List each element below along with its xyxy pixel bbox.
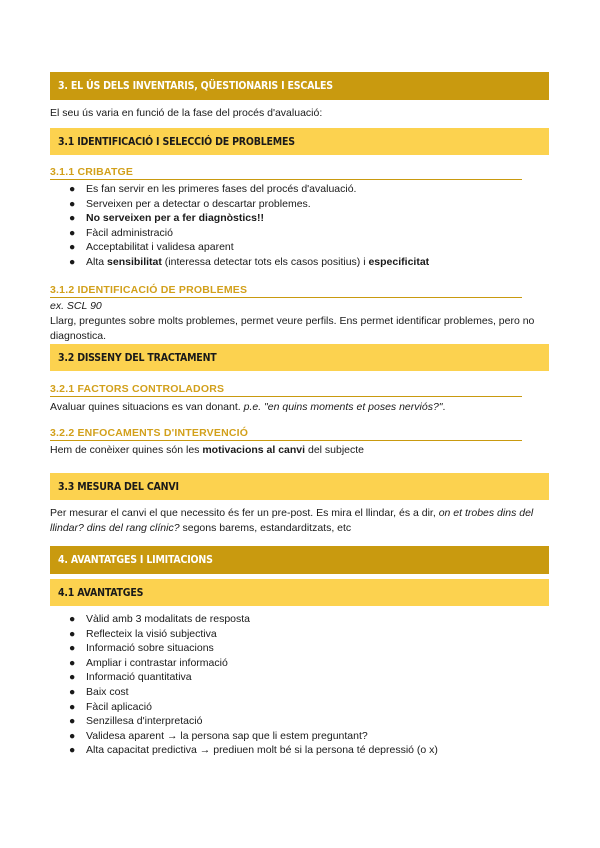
bullet-icon: ● [69,715,76,728]
subsection-3-1-2-title: 3.1.2 IDENTIFICACIÓ DE PROBLEMES [50,284,248,296]
subsection-3-2-2-title: 3.2.2 ENFOCAMENTS D'INTERVENCIÓ [50,427,249,439]
list-item: ● Ampliar i contrastar informació [69,656,228,669]
section-3-1-header [50,128,549,155]
list-item: ● Senzillesa d'interpretació [69,715,203,728]
subsection-3-2-2-heading [50,427,522,441]
bullet-icon: ● [69,613,76,625]
avaluar-paragraph: Avaluar quines situacions es van donant. p.e. "en quins moments et poses nerviós?". [50,401,446,413]
bullet-icon: ● [69,729,76,742]
list-item: ● Alta sensibilitat (interessa detectar tots els casos positius) i especificitat [69,255,430,268]
bullet-icon: ● [69,642,76,655]
bullet-icon: ● [69,212,76,225]
hem-paragraph: Hem de conèixer quines són les motivacions al canvi del subjecte [50,444,365,456]
section-4-1-header [50,579,549,606]
list-item: ● Fàcil aplicació [69,700,152,713]
list-item: ● Serveixen per a detectar o descartar problemes. [69,197,311,210]
list-item: ● Alta capacitat predictiva → prediuen molt bé si la persona té depressió (o x) [69,744,438,757]
section-4-header [50,546,549,574]
subsection-3-1-1-heading [50,166,522,180]
section-4-1-title: 4.1 AVANTATGES [58,586,144,599]
mesura-paragraph: Per mesurar el canvi el que necessito és fer un pre-post. Es mira el llindar, és a dir, on et trobes dins del llindar? dins del rang clínic? segons barems, estandarditzats, etc [50,507,534,534]
bullet-icon: ● [69,183,76,195]
list-item: ● Informació sobre situacions [69,642,214,655]
bullet-icon: ● [69,226,76,239]
bullet-icon: ● [69,700,76,713]
list-item: ● Fàcil administració [69,226,173,239]
subsection-3-2-1-heading [50,383,522,397]
subsection-3-2-1-title: 3.2.1 FACTORS CONTROLADORS [50,383,225,395]
section-3-2-header [50,344,549,371]
list-item: ● Vàlid amb 3 modalitats de resposta [69,613,251,625]
list-item: ● Informació quantitativa [69,671,192,684]
bullet-icon: ● [69,685,76,698]
bullet-icon: ● [69,197,76,210]
section-3-header [50,72,549,100]
section-3-3-title: 3.3 MESURA DEL CANVI [58,480,179,493]
section-3-1-title: 3.1 IDENTIFICACIÓ I SELECCIÓ DE PROBLEMES [58,135,295,148]
list-item: ● Validesa aparent → la persona sap que li estem preguntant? [69,729,368,742]
bullet-icon: ● [69,744,76,757]
bullet-icon: ● [69,656,76,669]
cribatge-list [50,182,429,270]
section-3-3-header [50,473,549,500]
avantatges-list [50,612,438,758]
example-line: ex. SCL 90 [50,300,102,312]
intro-paragraph: El seu ús varia en funció de la fase del procés d'avaluació: [50,107,323,119]
section-3-title: 3. EL ÚS DELS INVENTARIS, QÜESTIONARIS I ESCALES [58,80,333,92]
section-3-2-title: 3.2 DISSENY DEL TRACTAMENT [58,351,217,364]
llarg-paragraph: Llarg, preguntes sobre molts problemes, permet veure perfils. Ens permet identificar problemes, pero no diagnostica. [50,315,535,342]
subsection-3-1-2-heading [50,284,522,298]
bullet-icon: ● [69,241,76,254]
list-item: ● Acceptabilitat i validesa aparent [69,241,234,254]
list-item: ● No serveixen per a fer diagnòstics!! [69,212,264,225]
bullet-icon: ● [69,671,76,684]
list-item: ● Reflecteix la visió subjectiva [69,627,217,640]
bullet-icon: ● [69,627,76,640]
subsection-3-1-1-title: 3.1.1 CRIBATGE [50,166,134,178]
list-item: ● Baix cost [69,685,129,698]
section-4-title: 4. AVANTATGES I LIMITACIONS [58,554,213,566]
bullet-icon: ● [69,255,76,268]
list-item: ● Es fan servir en les primeres fases del procés d'avaluació. [69,183,357,195]
